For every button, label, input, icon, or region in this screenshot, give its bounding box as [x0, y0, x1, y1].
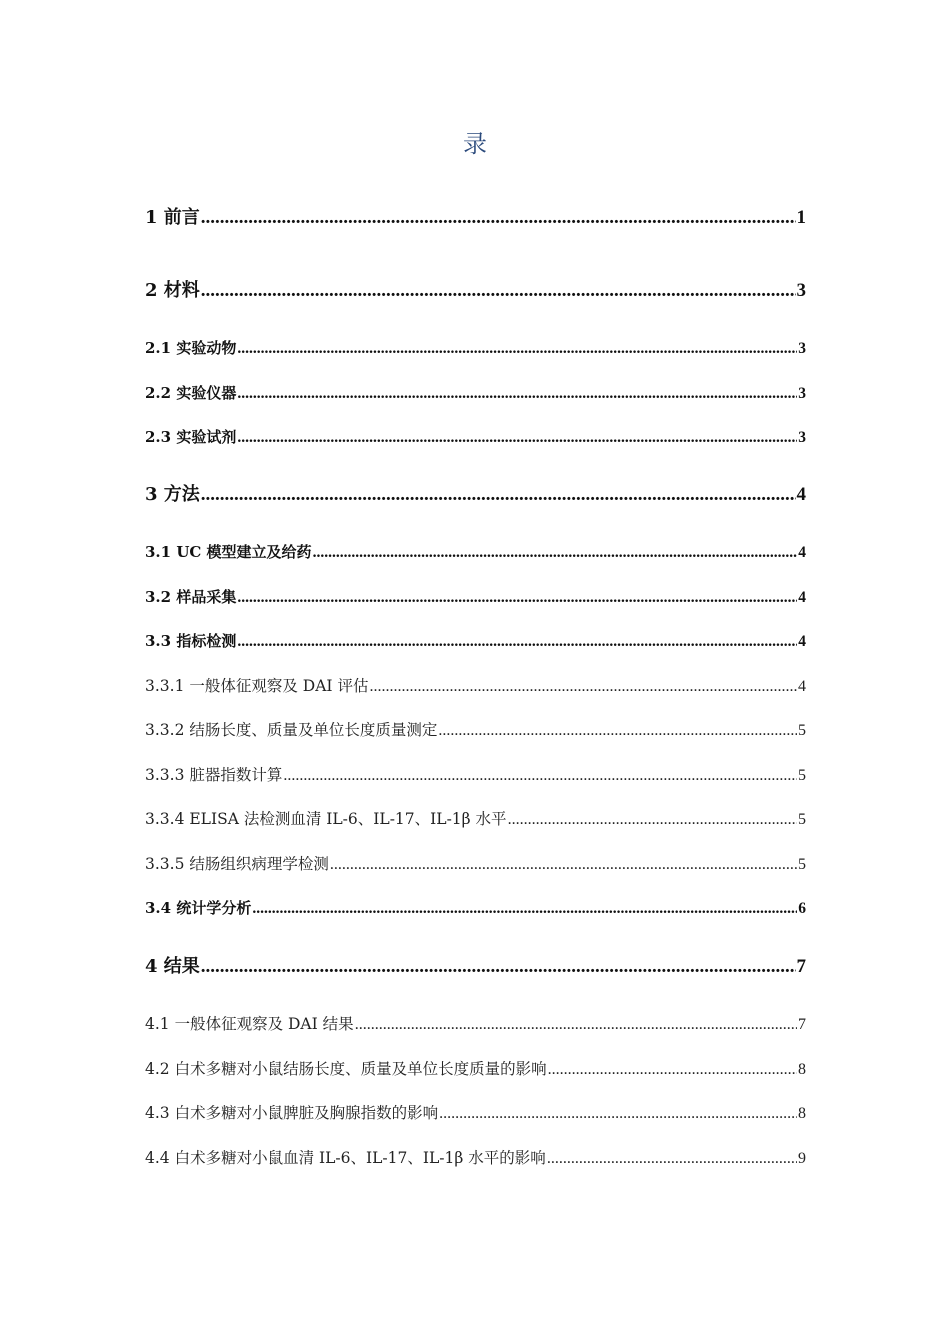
toc-entry-label: 3.1 UC 模型建立及给药	[145, 543, 312, 561]
toc-entry-label: 1 前言	[145, 207, 200, 228]
toc-entry-label: 4.3 白术多糖对小鼠脾脏及胸腺指数的影响	[145, 1104, 439, 1122]
dot-leader	[237, 386, 797, 402]
toc-entry-2-2[interactable]	[145, 386, 806, 402]
toc-entry-page: 3	[796, 280, 806, 301]
toc-entry-label: 4.1 一般体征观察及 DAI 结果	[145, 1015, 354, 1033]
toc-entry-page: 5	[798, 856, 806, 873]
toc-entry-page: 8	[798, 1061, 806, 1078]
toc-entry-page: 6	[798, 900, 806, 917]
toc-entry-label: 3.3.3 脏器指数计算	[145, 766, 283, 784]
toc-entry-page: 3	[798, 429, 806, 446]
toc-entry-4-4[interactable]	[145, 1151, 806, 1167]
toc-entry-label: 4.4 白术多糖对小鼠血清 IL-6、IL-17、IL-1β 水平的影响	[145, 1149, 546, 1167]
dot-leader	[237, 590, 797, 606]
toc-entry-label: 3.3.5 结肠组织病理学检测	[145, 855, 329, 873]
dot-leader	[508, 812, 797, 828]
dot-leader	[438, 723, 797, 739]
dot-leader	[237, 341, 797, 357]
toc-entry-page: 1	[796, 207, 806, 228]
toc-entry-page: 7	[796, 956, 806, 977]
dot-leader	[355, 1017, 797, 1033]
dot-leader	[330, 857, 797, 873]
dot-leader	[201, 485, 796, 504]
toc-entry-3-3-3[interactable]	[145, 768, 806, 784]
toc-entry-page: 4	[798, 678, 806, 695]
toc-entry-page: 3	[798, 340, 806, 357]
dot-leader	[237, 634, 797, 650]
toc-entry-label: 2.1 实验动物	[145, 339, 237, 357]
toc-entry-page: 4	[798, 589, 806, 606]
toc-entry-page: 7	[798, 1016, 806, 1033]
dot-leader	[548, 1062, 797, 1078]
dot-leader	[201, 208, 796, 227]
toc-entry-label: 3 方法	[145, 484, 200, 505]
toc-entry-3-4[interactable]	[145, 901, 806, 917]
toc-entry-3[interactable]	[145, 485, 806, 504]
toc-entry-4-3[interactable]	[145, 1106, 806, 1122]
toc-entry-label: 3.3 指标检测	[145, 632, 237, 650]
toc-entry-4-2[interactable]	[145, 1062, 806, 1078]
toc-entry-page: 5	[798, 767, 806, 784]
dot-leader	[439, 1106, 797, 1122]
toc-entry-2-1[interactable]	[145, 341, 806, 357]
dot-leader	[547, 1151, 797, 1167]
toc-entry-label: 4 结果	[145, 956, 200, 977]
dot-leader	[237, 430, 797, 446]
dot-leader	[252, 901, 797, 917]
toc-entry-3-3-5[interactable]	[145, 857, 806, 873]
toc-entry-page: 4	[798, 544, 806, 561]
toc-entry-2[interactable]	[145, 281, 806, 300]
toc-entry-label: 2 材料	[145, 280, 200, 301]
toc-entry-page: 3	[798, 385, 806, 402]
toc-entry-page: 4	[798, 633, 806, 650]
toc-entry-page: 8	[798, 1105, 806, 1122]
dot-leader	[369, 679, 797, 695]
toc-entry-label: 3.4 统计学分析	[145, 899, 252, 917]
toc-entry-3-2[interactable]	[145, 590, 806, 606]
toc-entry-page: 5	[798, 811, 806, 828]
toc-entry-1[interactable]	[145, 208, 806, 227]
toc-entry-3-1[interactable]	[145, 545, 806, 561]
toc-entry-page: 4	[796, 484, 806, 505]
toc-entry-label: 3.3.4 ELISA 法检测血清 IL-6、IL-17、IL-1β 水平	[145, 810, 507, 828]
toc-entry-label: 2.2 实验仪器	[145, 384, 237, 402]
toc-entry-2-3[interactable]	[145, 430, 806, 446]
dot-leader	[201, 957, 796, 976]
dot-leader	[201, 281, 796, 300]
toc-entry-page: 5	[798, 722, 806, 739]
toc-entry-label: 3.2 样品采集	[145, 588, 237, 606]
toc-title: 录	[463, 130, 487, 158]
dot-leader	[313, 545, 798, 561]
toc-entry-3-3-1[interactable]	[145, 679, 806, 695]
toc-entry-label: 4.2 白术多糖对小鼠结肠长度、质量及单位长度质量的影响	[145, 1060, 547, 1078]
toc-entry-4-1[interactable]	[145, 1017, 806, 1033]
toc-entry-label: 3.3.1 一般体征观察及 DAI 评估	[145, 677, 369, 695]
toc-entry-label: 2.3 实验试剂	[145, 428, 237, 446]
toc-entry-page: 9	[798, 1150, 806, 1167]
toc-entry-3-3[interactable]	[145, 634, 806, 650]
toc-entry-label: 3.3.2 结肠长度、质量及单位长度质量测定	[145, 721, 438, 739]
toc-entry-4[interactable]	[145, 957, 806, 976]
toc-entry-3-3-2[interactable]	[145, 723, 806, 739]
toc-entry-3-3-4[interactable]	[145, 812, 806, 828]
dot-leader	[283, 768, 797, 784]
